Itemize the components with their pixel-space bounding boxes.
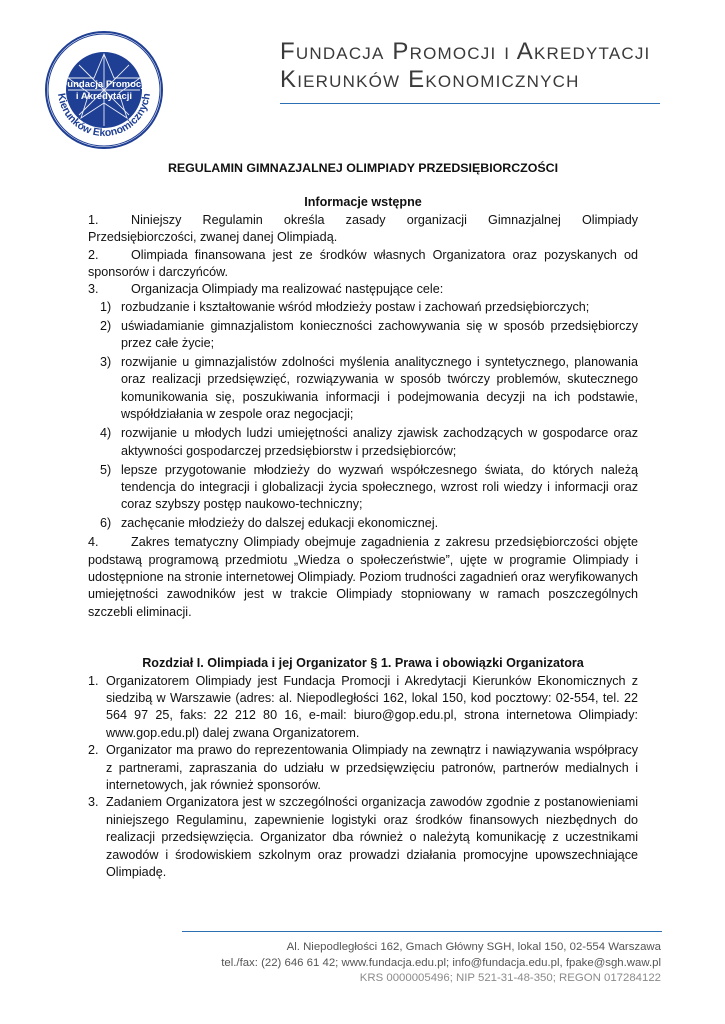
document-title: REGULAMIN GIMNAZJALNEJ OLIMPIADY PRZEDSIĘBIORCZOŚCI [167,161,559,175]
chapter-heading: Rozdział I. Olimpiada i jej Organizator § 1. Prawa i obowiązki Organizatora [142,656,584,671]
goal-item: 1) rozbudzanie i kształtowanie wśród młodzieży postaw i zachowań przedsiębiorczych; [100,299,590,314]
intro-paragraph-4: 4. Zakres tematyczny Olimpiady obejmuje zagadnienia z zakresu przedsiębiorczości objęte podstawą programową przedmiotu „Wiedza o społeczeństwie”, ujęte w programie Olimpiady i udostępnione na stronie internetowej Olimpiady. Poziom trudności zagadnień oraz weryfikowanych umiejętności zawodników jest w trakcie Olimpiady stopniowany w ramach poszczególnych szczebli eliminacji. [88,535,638,619]
intro-paragraph-1: 1. Niniejszy Regulamin określa zasady organizacji Gimnazjalnej Olimpiady Przedsiębiorczości, zwanej danej Olimpiadą. [88,212,638,245]
logo-text-line1: Fundacja Promocji [61,79,147,90]
organization-name [280,38,690,94]
org-name-line2: Kierunków Ekonomicznych [280,66,580,93]
document-body [88,160,638,881]
logo-emblem-icon [44,30,164,150]
org-name-line1: Fundacja Promocji i Akredytacji [280,38,651,65]
footer [221,940,661,987]
logo-text-line2: i Akredytacji [75,91,133,102]
goal-item: 4) rozwijanie u młodych ludzi umiejętności analizy zjawisk zachodzących w gospodarce oraz aktywności gospodarczej przedsiębiorstw i przedsiębiorców; [100,426,638,458]
goal-item: 2) uświadamianie gimnazjalistom konieczności zachowywania się w sposób przedsiębiorczy przez całe życie; [100,318,638,351]
goal-item: 5) lepsze przygotowanie młodzieży do wyzwań współczesnego świata, do których należą tendencja do integracji i globalizacji życia społecznego, wzrost roli wiedzy i informacji oraz coraz szybszy postęp naukowo-techniczny; [100,462,638,512]
foundation-logo [44,30,164,150]
footer-address: Al. Niepodległości 162, Gmach Główny SGH, lokal 150, 02-554 Warszawa [286,941,661,953]
footer-registry: KRS 0000005496; NIP 521-31-48-350; REGON 017284122 [359,972,661,984]
goal-item: 6) zachęcanie młodzieży do dalszej edukacji ekonomicznej. [100,516,439,531]
intro-paragraph-2: 2. Olimpiada finansowana jest ze środków własnych Organizatora oraz pozyskanych od sponsorów i darczyńców. [88,247,638,280]
header-divider [280,103,660,104]
chapter-item: 1. Organizatorem Olimpiady jest Fundacja Promocji i Akredytacji Kierunków Ekonomicznych z siedzibą w Warszawie (adres: al. Niepodległości 162, lokal 150, kod pocztowy: 02-554, tel. 22 564 97 25, faks: 22 212 80 16, e-mail: biuro@gop.edu.pl, strona internetowa Olimpiady: www.gop.edu.pl) dalej zwana Organizatorem. [88,673,638,740]
footer-contact: tel./fax: (22) 646 61 42; www.fundacja.edu.pl; info@fundacja.edu.pl, fpake@sgh.waw.pl [221,956,661,969]
logo-text-arc: Kierunków Ekonomicznych [55,92,153,140]
intro-paragraph-3: 3. Organizacja Olimpiady ma realizować następujące cele: [88,282,444,297]
goal-item: 3) rozwijanie u gimnazjalistów zdolności myślenia analitycznego i syntetycznego, planowania oraz realizacji przedsięwzięć, rozwiązywania w sposób twórczy problemów, skutecznego komunikowania się, poszukiwania informacji i podejmowania decyzji na ich podstawie, współdziałania w zespole oraz negocjacji; [100,355,638,422]
footer-divider [182,931,662,932]
chapter-item: 2. Organizator ma prawo do reprezentowania Olimpiady na zewnątrz i nawiązywania współpracy z partnerami, zapraszania do udziału w przedsięwzięciu patronów, partnerów medialnych i internetowych, jak również sponsorów. [88,743,638,792]
chapter-item: 3. Zadaniem Organizatora jest w szczególności organizacja zawodów zgodnie z postanowieniami niniejszego Regulaminu, zapewnienie logistyki oraz środków finansowych niezbędnych do realizacji przedsięwzięcia. Organizator dba również o należytą komunikację z uczestnikami zawodów i środowiskiem szkolnym oraz prowadzi działania promocyjne upowszechniające Olimpiadę. [88,795,638,880]
intro-heading: Informacje wstępne [304,195,422,210]
